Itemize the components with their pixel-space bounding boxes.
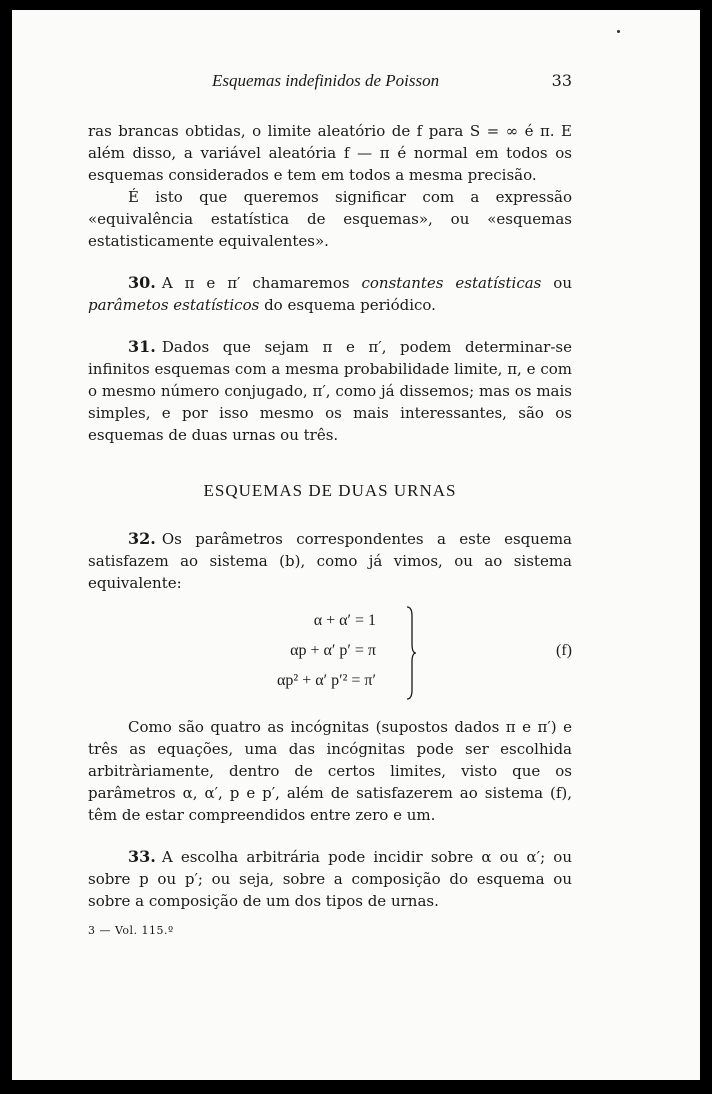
paragraph-32 [88,528,572,594]
section-number-31: 31. [128,337,156,356]
section-title: ESQUEMAS DE DUAS URNAS [203,481,457,500]
paragraph-30-text-c: do esquema periódico. [259,296,436,314]
paragraph-33-text: A escolha arbitrária pode incidir sobre α ou α′; ou sobre p ou p′; ou seja, sobre a composição do esquema ou sobre a composição de um dos tipos de urnas. [88,848,572,910]
section-number-33: 33. [128,847,156,866]
paragraph-30 [88,272,572,316]
paragraph-continuation: ras brancas obtidas, o limite aleatório de f para S = ∞ é π. E além disso, a variável aleatória f — π é normal em todos os esquemas considerados e tem em todos a mesma precisão. [88,122,572,184]
equation-label: (f) [556,642,572,659]
paragraph-31-text: Dados que sejam π e π′, podem determinar-se infinitos esquemas com a mesma probabilidade limite, π, e com o mesmo número conjugado, π′, como já dissemos; mas os mais simples, e por isso mesmo os mais interessantes, são os esquemas de duas urnas ou três. [88,338,572,444]
paragraph-30-text-a: A π e π′ chamaremos [161,274,362,292]
page-content [88,70,572,942]
equation-1: α + α′ = 1 [313,612,376,629]
equation-system [88,606,572,702]
section-number-30: 30. [128,273,156,292]
page-header [88,70,572,94]
section-number-32: 32. [128,529,156,548]
paragraph-30-text-b: ou [541,274,572,292]
page [12,10,700,1080]
volume-footer: 3 — Vol. 115.º [88,924,174,937]
equation-3: αp² + α′ p′² = π′ [277,672,376,689]
term-constantes: constantes estatísticas [361,274,542,292]
page-speck [617,30,620,33]
equation-2: αp + α′ p′ = π [290,642,376,659]
paragraph-32-text: Os parâmetros correspondentes a este esquema satisfazem ao sistema (b), como já vimos, ou ao sistema equivalente: [88,530,572,592]
running-title: Esquemas indefinidos de Poisson [212,71,440,90]
paragraph-31 [88,336,572,446]
page-number: 33 [551,71,572,90]
right-brace [406,606,416,700]
paragraph-33 [88,846,572,912]
paragraph-equivalence: É isto que queremos significar com a expressão «equivalência estatística de esquemas», ou «esquemas estatisticamente equivalentes». [88,188,572,250]
paragraph-incognitas: Como são quatro as incógnitas (supostos dados π e π′) e três as equações, uma das incógnitas pode ser escolhida arbitràriamente, dentro de certos limites, visto que os parâmetros α, α′, p e p′, além de satisfazerem ao sistema (f), têm de estar compreendidos entre zero e um. [88,718,572,824]
term-parametros: parâmetos estatísticos [88,296,260,314]
